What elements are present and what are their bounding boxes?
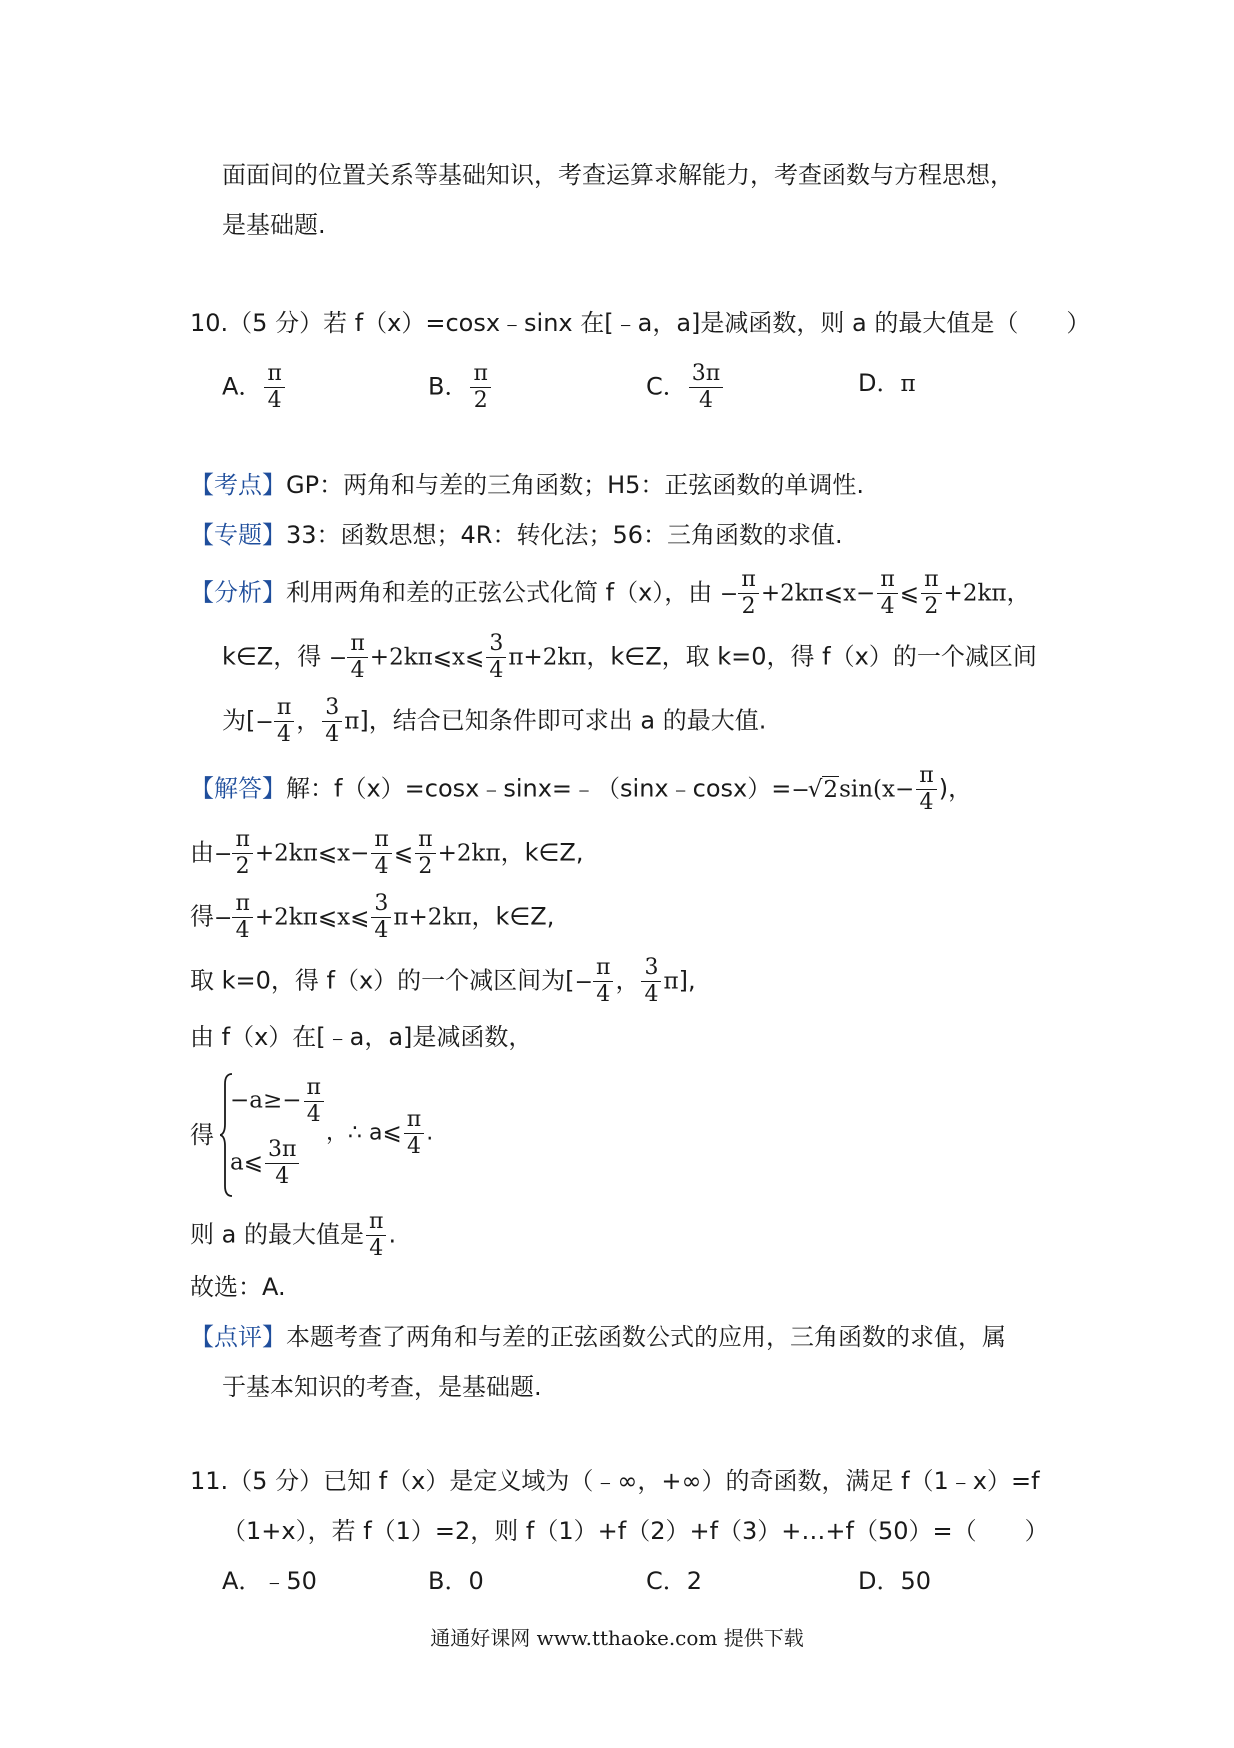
math-term: sin(x−: [839, 776, 915, 803]
fraction: [593, 956, 613, 1007]
q10-option-a: [222, 362, 287, 413]
minus-sign: −: [574, 969, 593, 995]
numerator: π: [366, 1210, 386, 1236]
numerator: 3π: [265, 1138, 299, 1164]
fraction: [322, 696, 342, 747]
punct: )，: [938, 774, 973, 803]
math-term: x−: [843, 580, 876, 607]
q11-option-a: A．﹣50: [222, 1567, 317, 1595]
numerator: π: [877, 568, 897, 594]
fraction: [404, 1108, 424, 1159]
denominator: 2: [924, 594, 939, 619]
fraction: [274, 696, 294, 747]
numerator: π: [470, 362, 490, 388]
kaodian-tag: 【考点】: [190, 471, 286, 499]
q10-fenxi-line-2: [222, 632, 1037, 683]
numerator: π: [916, 764, 936, 790]
fraction: [415, 828, 435, 879]
numerator: π: [404, 1108, 424, 1134]
fraction: [486, 632, 506, 683]
q10-dianping-line-1: [190, 1320, 1006, 1354]
fraction: [689, 362, 723, 413]
numerator: π: [304, 1076, 324, 1102]
denominator: 4: [325, 722, 340, 747]
jieda-text: 则 a 的最大值是: [190, 1220, 364, 1249]
punct: .: [388, 1220, 397, 1249]
fraction: [470, 362, 490, 413]
zhuanti-text: 33：函数思想；4R：转化法；56：三角函数的求值.: [286, 521, 843, 549]
math-leq: ⩽: [350, 904, 370, 931]
kaodian-text: GP：两角和与差的三角函数；H5：正弦函数的单调性.: [286, 471, 865, 499]
q10-jieda-line-2: [190, 828, 583, 879]
math-leq: ⩽: [432, 644, 453, 671]
denominator: 4: [644, 982, 659, 1007]
math-term: π: [663, 968, 679, 995]
jieda-text: ，∴ a: [326, 1120, 383, 1146]
q10-jieda-line-4: [190, 956, 696, 1007]
numerator: π: [232, 892, 252, 918]
zhuanti-tag: 【专题】: [190, 521, 286, 549]
system-row-1: [230, 1076, 326, 1127]
math-leq: ⩽: [823, 580, 844, 607]
q10-jieda-line-3: [190, 892, 554, 943]
fraction: [877, 568, 897, 619]
radicand: 2: [823, 776, 839, 803]
numerator: π: [738, 568, 758, 594]
denominator: 4: [699, 388, 713, 413]
q11-option-b: B．0: [428, 1567, 484, 1595]
jieda-text: 解：f（x）=cosx﹣sinx=﹣（sinx﹣cosx）=: [286, 774, 792, 803]
fenxi-text: ]，结合已知条件即可求出 a 的最大值.: [359, 706, 767, 735]
prev-solution-line-1: 面面间的位置关系等基础知识，考查运算求解能力，考查函数与方程思想，: [222, 161, 1014, 189]
numerator: π: [274, 696, 294, 722]
fraction: [641, 956, 661, 1007]
jieda-text: 由: [190, 838, 214, 867]
math-leq: ⩽: [317, 904, 338, 931]
math-leq: ⩽: [393, 840, 414, 867]
q10-kaodian: [190, 468, 864, 502]
punct: ，: [615, 966, 640, 995]
fenxi-text: 为[: [222, 706, 256, 735]
q10-jieda-line-8: 故选：A.: [190, 1273, 286, 1301]
denominator: 4: [235, 918, 250, 943]
fenxi-text: k∈Z，得: [222, 642, 322, 671]
q10-fenxi-line-1: [190, 568, 1031, 619]
jieda-text: 得: [190, 1121, 214, 1149]
math-term: −a≥−: [230, 1087, 302, 1114]
punct: ，: [296, 706, 321, 735]
denominator: 2: [418, 854, 433, 879]
denominator: 2: [235, 854, 250, 879]
denominator: 4: [350, 658, 365, 683]
math-term: x: [337, 904, 351, 931]
minus-sign: −: [214, 905, 233, 931]
fraction: [371, 828, 391, 879]
fraction: [371, 892, 391, 943]
option-letter: A．: [222, 372, 263, 401]
system-conclusion: [326, 1108, 433, 1159]
q10-option-c: [646, 362, 725, 413]
punct: .: [426, 1120, 434, 1146]
fraction: [916, 764, 936, 815]
fraction: [265, 1138, 299, 1189]
jieda-text: 取 k=0，得 f（x）的一个减区间为[: [190, 966, 575, 995]
denominator: 4: [596, 982, 611, 1007]
numerator: π: [232, 828, 252, 854]
numerator: π: [347, 632, 367, 658]
math-leq: ⩽: [382, 1119, 402, 1146]
denominator: 4: [277, 722, 292, 747]
q10-zhuanti: [190, 518, 843, 552]
q11-stem-line-2: （1+x），若 f（1）=2，则 f（1）+f（2）+f（3）+…+f（50）=（ ）: [222, 1517, 1049, 1545]
q10-inequality-system: [190, 1072, 490, 1198]
dianping-tag: 【点评】: [190, 1323, 286, 1351]
option-text: π: [900, 371, 916, 397]
q10-stem: 10.（5 分）若 f（x）=cosx﹣sinx 在[﹣a，a]是减函数，则 a 的最大值是（ ）: [190, 309, 1091, 337]
fraction: [232, 892, 252, 943]
math-term: +2kπ: [369, 644, 433, 671]
fraction: [232, 828, 252, 879]
numerator: π: [593, 956, 613, 982]
math-leq: ⩽: [899, 580, 920, 607]
q10-jieda-line-5: 由 f（x）在[﹣a，a]是减函数，: [190, 1023, 533, 1051]
denominator: 2: [741, 594, 756, 619]
numerator: 3: [371, 892, 391, 918]
prev-solution-line-2: 是基础题.: [222, 211, 326, 239]
denominator: 4: [919, 790, 934, 815]
math-leq: ⩽: [465, 644, 485, 671]
numerator: π: [371, 828, 391, 854]
option-letter: B．: [428, 372, 469, 401]
denominator: 2: [473, 388, 488, 413]
numerator: π: [264, 362, 284, 388]
fraction: [366, 1210, 386, 1261]
punct: ，: [1006, 578, 1031, 607]
fraction: [738, 568, 758, 619]
math-term: +2kπ: [254, 840, 318, 867]
math-leq: ⩽: [317, 840, 338, 867]
q10-jieda-line-1: [190, 764, 972, 815]
denominator: 4: [275, 1164, 290, 1189]
numerator: 3π: [689, 362, 723, 388]
page-footer: 通通好课网 www.tthaoke.com 提供下载: [430, 1626, 804, 1650]
option-letter: D．: [858, 369, 901, 397]
fenxi-tag: 【分析】: [190, 578, 286, 607]
denominator: 4: [369, 1236, 384, 1261]
denominator: 4: [489, 658, 504, 683]
q10-jieda-line-7: [190, 1210, 396, 1261]
numerator: π: [415, 828, 435, 854]
fenxi-text: ，k∈Z，取 k=0，得 f（x）的一个减区间: [586, 642, 1037, 671]
numerator: 3: [641, 956, 661, 982]
denominator: 4: [374, 918, 389, 943]
system-row-2: [230, 1138, 301, 1189]
q10-option-d: [858, 366, 916, 401]
jieda-text: ，k∈Z,: [500, 838, 584, 867]
jieda-text: 得: [190, 902, 214, 931]
q10-fenxi-line-3: [222, 696, 766, 747]
q10-dianping-line-2: 于基本知识的考查，是基础题.: [222, 1373, 542, 1401]
minus-sign: −: [328, 645, 348, 671]
math-term: π: [344, 708, 360, 735]
q11-stem-line-1: 11.（5 分）已知 f（x）是定义域为（﹣∞，+∞）的奇函数，满足 f（1﹣x）=f: [190, 1467, 1040, 1495]
math-term: +2kπ: [943, 580, 1007, 607]
q10-option-b: [428, 362, 493, 413]
fraction: [304, 1076, 324, 1127]
jieda-text: ，k∈Z,: [471, 902, 555, 931]
math-term: π+2kπ: [508, 644, 587, 671]
q11-option-c: C．2: [646, 1567, 703, 1595]
numerator: π: [921, 568, 941, 594]
denominator: 4: [374, 854, 389, 879]
denominator: 4: [407, 1134, 421, 1159]
dianping-text: 本题考查了两角和与差的正弦函数公式的应用，三角函数的求值，属: [286, 1323, 1006, 1351]
math-term: +2kπ: [254, 904, 318, 931]
denominator: 4: [880, 594, 895, 619]
minus-sign: −: [214, 841, 233, 867]
math-term: a⩽: [230, 1149, 263, 1176]
option-letter: C．: [646, 372, 687, 401]
fraction: [347, 632, 367, 683]
sqrt: √2: [807, 776, 839, 803]
minus-sign: −: [791, 777, 810, 803]
numerator: 3: [486, 632, 506, 658]
fraction: [264, 362, 284, 413]
math-term: x: [452, 644, 466, 671]
jieda-tag: 【解答】: [190, 774, 286, 803]
q11-option-d: D．50: [858, 1567, 932, 1595]
denominator: 4: [267, 388, 282, 413]
fraction: [921, 568, 941, 619]
math-term: π+2kπ: [393, 904, 472, 931]
minus-sign: −: [719, 581, 739, 607]
denominator: 4: [306, 1102, 321, 1127]
math-term: +2kπ: [760, 580, 824, 607]
minus-sign: −: [255, 709, 274, 735]
numerator: 3: [322, 696, 342, 722]
math-term: x−: [337, 840, 370, 867]
fenxi-text: 利用两角和差的正弦公式化简 f（x），由: [286, 578, 713, 607]
math-term: +2kπ: [437, 840, 501, 867]
jieda-text: ],: [678, 966, 696, 995]
